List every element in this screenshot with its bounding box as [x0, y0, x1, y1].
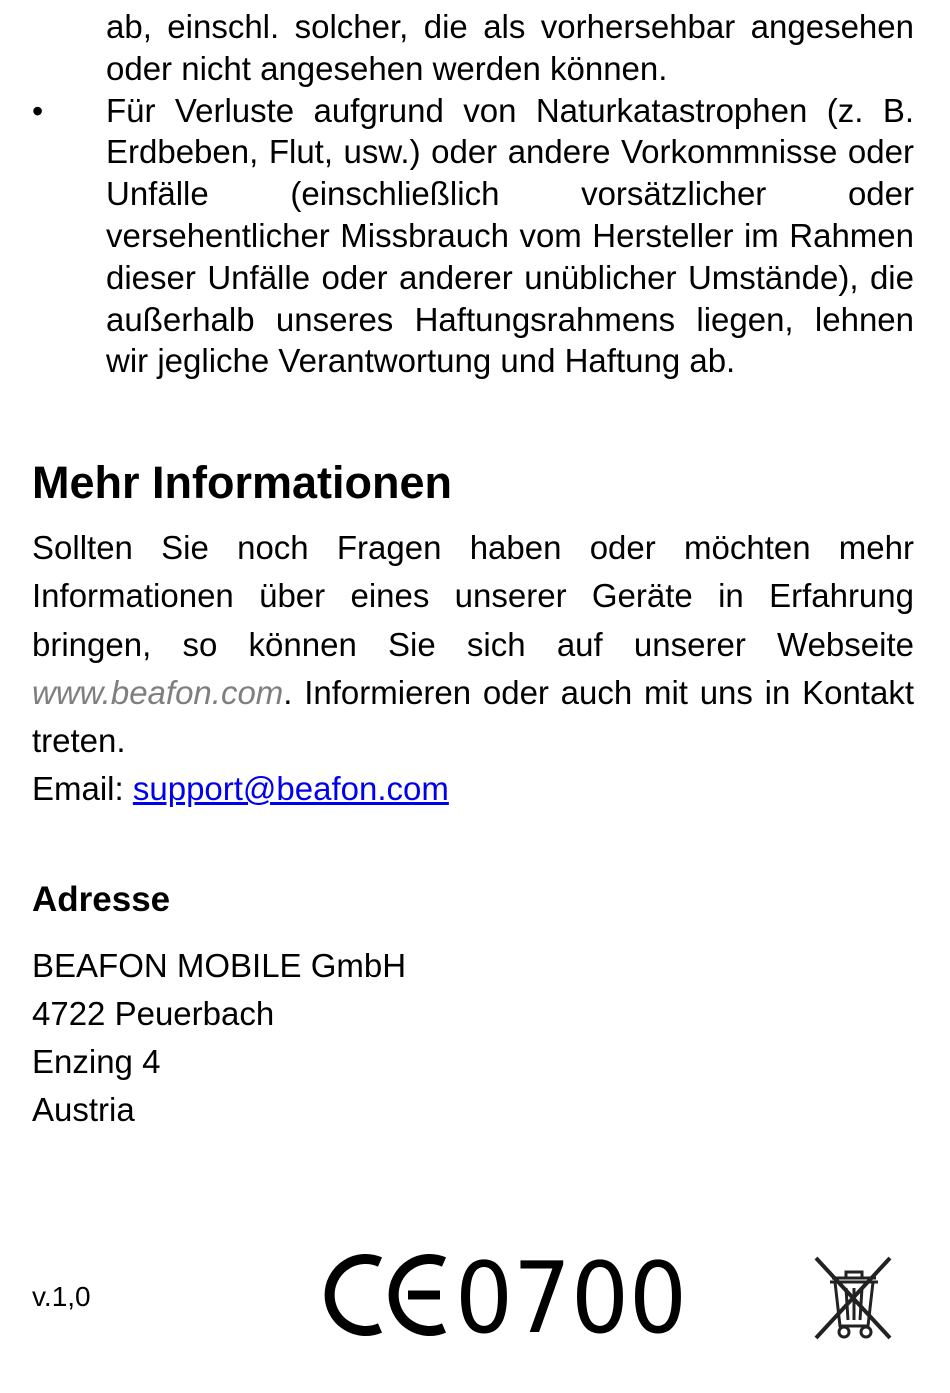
address-section — [32, 878, 914, 1134]
address-heading: Adresse — [32, 880, 171, 919]
bullet-icon: • — [32, 92, 44, 129]
more-info-section — [32, 456, 914, 814]
address-line: Enzing 4 — [32, 1043, 161, 1080]
list-item-text: Für Verluste aufgrund von Naturkatastrophen (z. B. Erdbeben, Flut, usw.) oder andere Vorkommnisse oder Unfälle (einschließlich vorsätzlicher oder versehentlicher Missbrauch vom Hersteller im Rahmen dieser Unfälle oder anderer unüblicher Umstände), die außerhalb unseres Haftungsrahmens liegen, lehnen wir jegliche Verantwortung und Haftung ab. — [106, 91, 914, 380]
crossed-out-bin-icon — [810, 1252, 896, 1344]
email-line — [32, 765, 914, 813]
more-info-paragraph — [32, 524, 914, 765]
liability-list — [32, 6, 914, 382]
more-info-text-end: . Informieren oder auch mit uns in Kontakt treten. — [32, 673, 914, 760]
more-info-text: Sollten Sie noch Fragen haben oder möchten mehr Informationen über eines unserer Geräte in Erfahrung bringen, so können Sie sich auf unserer Webseite — [32, 529, 914, 663]
list-item-text: ab, einschl. solcher, die als vorhersehbar angesehen oder nicht angesehen werden können. — [106, 8, 914, 87]
address-line: Austria — [32, 1091, 135, 1128]
ce-mark-icon — [322, 1248, 692, 1343]
email-link[interactable]: support@beafon.com — [132, 770, 449, 808]
email-label: Email: — [32, 770, 133, 808]
version-label: v.1,0 — [32, 1281, 91, 1312]
list-item — [32, 90, 914, 383]
section-heading: Mehr Informationen — [32, 457, 453, 508]
list-item — [32, 6, 914, 90]
website-link[interactable]: www.beafon.com — [32, 673, 284, 711]
address-block — [32, 942, 914, 1134]
address-line: 4722 Peuerbach — [32, 995, 275, 1032]
ce-number: 0700 — [455, 1248, 687, 1343]
address-line: BEAFON MOBILE GmbH — [32, 947, 407, 984]
